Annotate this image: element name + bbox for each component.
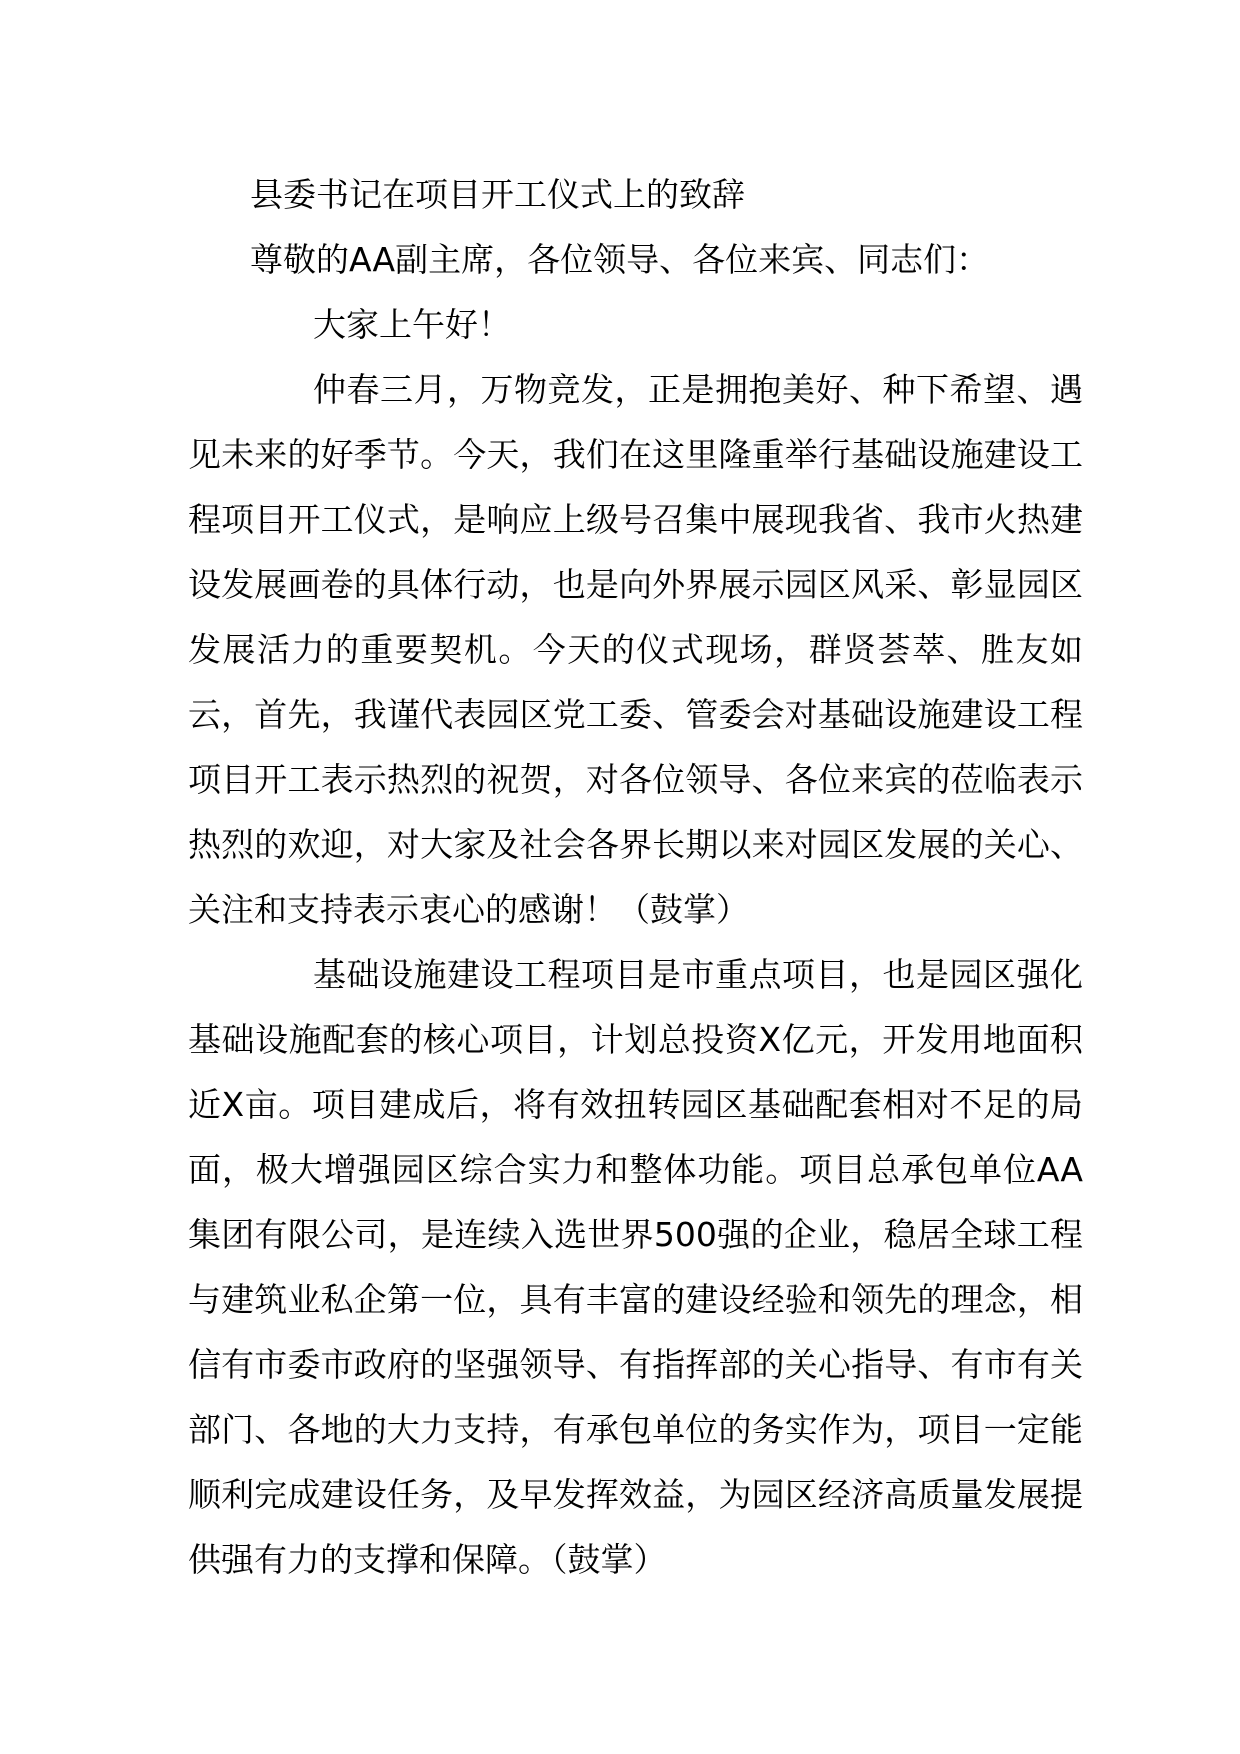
salutation: 尊敬的AA副主席，各位领导、各位来宾、同志们： — [250, 240, 990, 279]
paragraph-opening: 仲春三月，万物竞发，正是拥抱美好、种下希望、遇见未来的好季节。今天，我们在这里隆重举行基础设施建设工程项目开工仪式，是响应上级号召集中展现我省、我市火热建设发展画卷的具体行动，也是向外界展示园区风采、彰显园区发展活力的重要契机。今天的仪式现场，群贤荟萃、胜友如云，首先，我谨代表园区党工委、管委会对基础设施建设工程项目开工表示热烈的祝贺，对各位领导、各位来宾的莅临表示热烈的欢迎，对大家及社会各界长期以来对园区发展的关心、关注和支持表示衷心的感谢！（鼓掌） — [188, 370, 1083, 929]
document-title: 县委书记在项目开工仪式上的致辞 — [250, 175, 745, 214]
paragraph-project: 基础设施建设工程项目是市重点项目，也是园区强化基础设施配套的核心项目，计划总投资X亿元，开发用地面积近X亩。项目建成后，将有效扭转园区基础配套相对不足的局面，极大增强园区综合实力和整体功能。项目总承包单位AA集团有限公司，是连续入选世界500强的企业，稳居全球工程与建筑业私企第一位，具有丰富的建设经验和领先的理念，相信有市委市政府的坚强领导、有指挥部的关心指导、有市有关部门、各地的大力支持，有承包单位的务实作为，项目一定能顺利完成建设任务，及早发挥效益，为园区经济高质量发展提供强有力的支撑和保障。（鼓掌） — [188, 955, 1083, 1579]
greeting: 大家上午好！ — [313, 305, 511, 344]
